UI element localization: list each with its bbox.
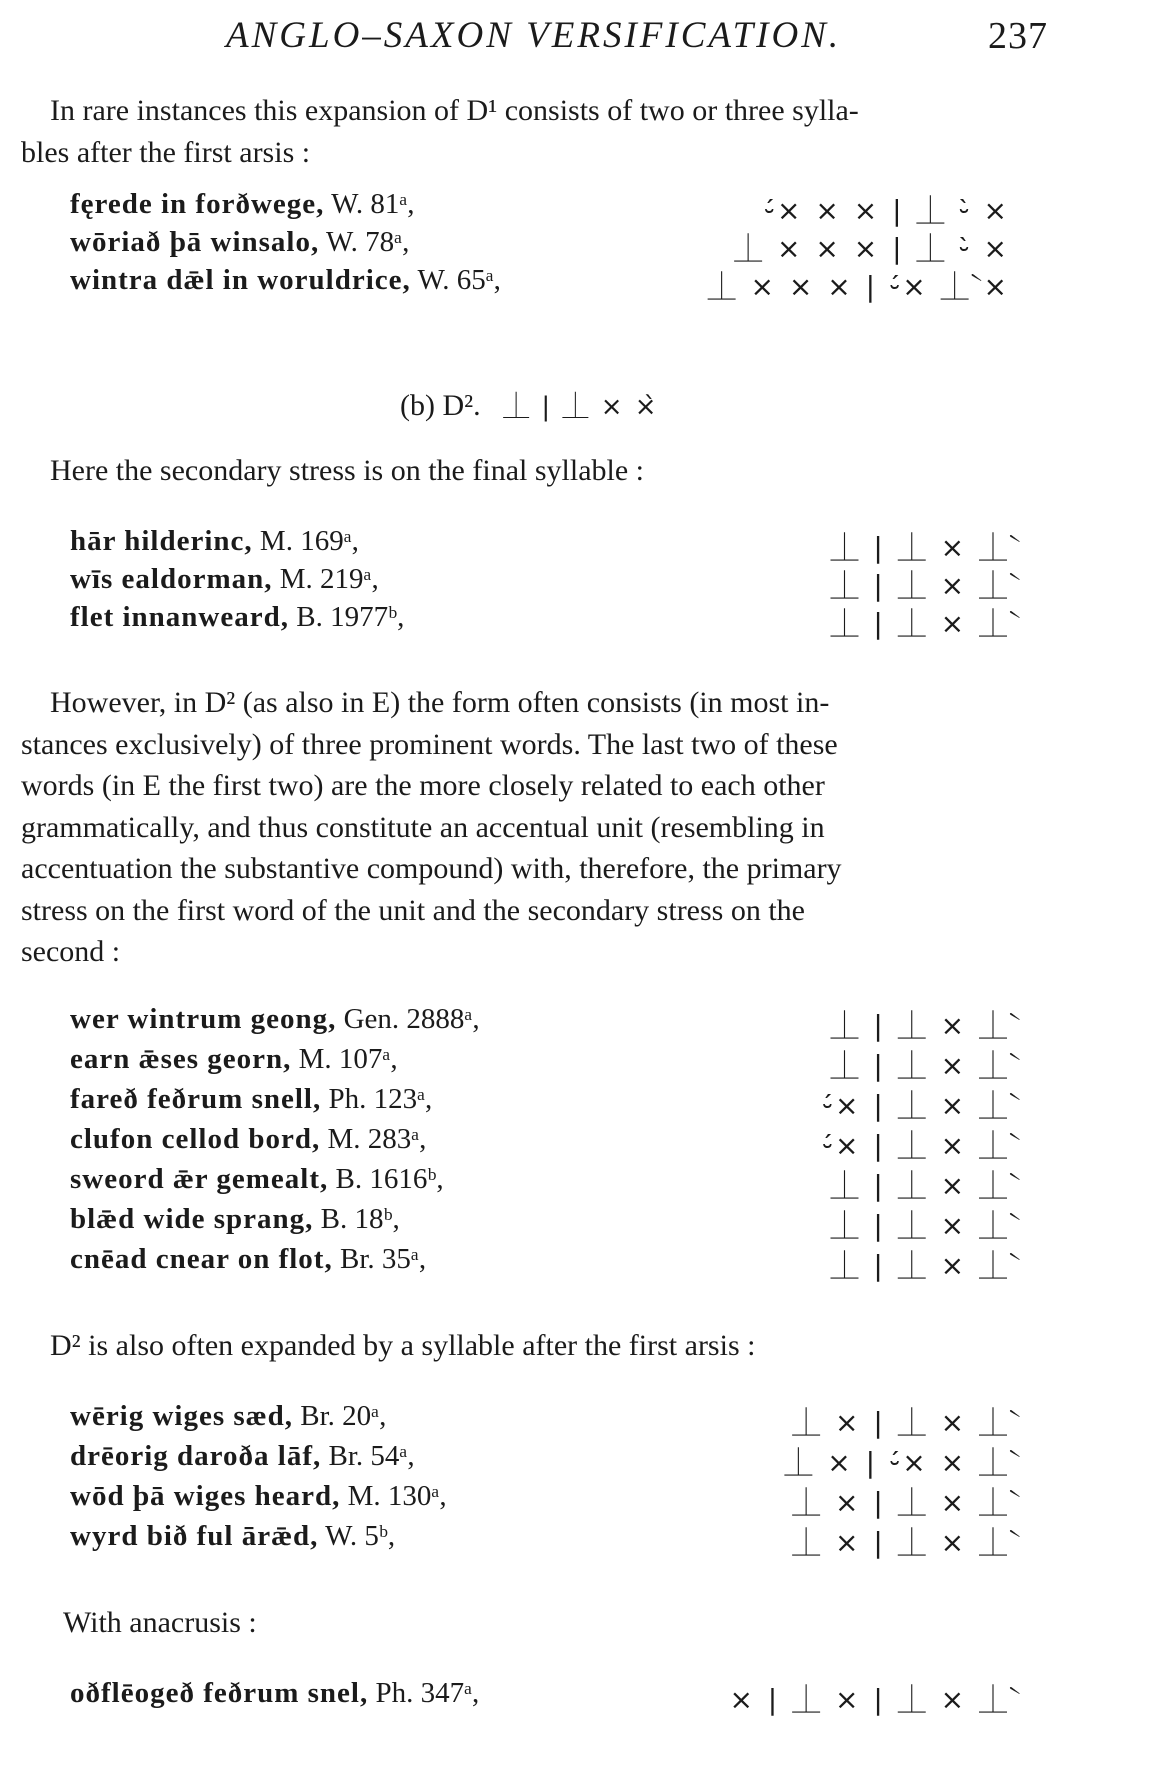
paragraph-line: words (in E the first two) are the more closely related to each other <box>21 769 825 802</box>
example-line: wintra dǣl in woruldrice, W. 65ᵃ, <box>70 264 501 296</box>
meter-notation: ⏑́× | ⏊ × ⏊̀ <box>822 1129 1010 1162</box>
example-line: fęrede in forðwege, W. 81ᵃ, <box>70 188 415 220</box>
meter-notation: ⏊ | ⏊ × ⏊̀ <box>830 1169 1010 1202</box>
meter-notation: ⏊ | ⏊ × ⏊̀ <box>830 1009 1010 1042</box>
meter-notation: ⏊ | ⏊ × ⏊̀ <box>830 1049 1010 1082</box>
meter-notation: ⏊ × × × | ⏑́× ⏊̀ × <box>707 270 1010 303</box>
page-number: 237 <box>988 15 1048 57</box>
meter-notation: ⏊ | ⏊ × ⏊̀ <box>830 569 1010 602</box>
meter-notation: ⏊ × | ⏊ × ⏊̀ <box>792 1406 1010 1439</box>
meter-notation: ⏊ | ⏊ × ⏊̀ <box>830 607 1010 640</box>
example-line: blǣd wide sprang, B. 18ᵇ, <box>70 1203 400 1235</box>
example-line: wyrd bið ful ārǣd, W. 5ᵇ, <box>70 1520 396 1552</box>
meter-notation: ⏑́× | ⏊ × ⏊̀ <box>822 1089 1010 1122</box>
example-line: fareð feðrum snell, Ph. 123ᵃ, <box>70 1083 433 1115</box>
however-paragraph <box>21 682 1066 973</box>
meter-notation: ⏊ × × × | ⏊ ⏑̀ × <box>734 232 1010 265</box>
secondary-stress-intro: Here the secondary stress is on the final syllable : <box>50 454 644 487</box>
meter-notation: ⏑́× × × | ⏊ ⏑̀ × <box>764 194 1010 227</box>
example-line: wōriað þā winsalo, W. 78ᵃ, <box>70 226 410 258</box>
running-header: ANGLO–SAXON VERSIFICATION. <box>226 15 842 56</box>
paragraph-line: grammatically, and thus constitute an accentual unit (resembling in <box>21 810 825 844</box>
example-line: sweord ǣr gemealt, B. 1616ᵇ, <box>70 1163 444 1195</box>
paragraph-line: stress on the first word of the unit and the secondary stress on the <box>21 893 805 927</box>
intro-line-2: bles after the first arsis : <box>21 135 311 169</box>
example-line: cnēad cnear on flot, Br. 35ᵃ, <box>70 1243 427 1275</box>
anacrusis-intro: With anacrusis : <box>63 1606 257 1639</box>
example-line: wer wintrum geong, Gen. 2888ᵃ, <box>70 1003 480 1035</box>
paragraph-line: However, in D² (as also in E) the form often consists (in most in- <box>50 686 830 719</box>
example-line: hār hilderinc, M. 169ᵃ, <box>70 525 359 557</box>
paragraph-line: accentuation the substantive compound) with, therefore, the primary <box>21 852 842 885</box>
example-line: wōd þā wiges heard, M. 130ᵃ, <box>70 1480 447 1512</box>
meter-notation: × | ⏊ × | ⏊ × ⏊̀ <box>729 1683 1010 1716</box>
intro-line-1: In rare instances this expansion of D¹ consists of two or three sylla- <box>50 94 859 127</box>
meter-notation: ⏊ × | ⏊ × ⏊̀ <box>792 1486 1010 1519</box>
example-line: wērig wiges sæd, Br. 20ᵃ, <box>70 1400 387 1432</box>
expanded-intro: D² is also often expanded by a syllable after the first arsis : <box>50 1329 756 1362</box>
meter-notation: ⏊ × | ⏊ × ⏊̀ <box>792 1526 1010 1559</box>
example-line: wīs ealdorman, M. 219ᵃ, <box>70 563 379 595</box>
intro-paragraph <box>21 90 1066 173</box>
paragraph-line: second : <box>21 935 121 968</box>
meter-notation: ⏊ | ⏊ × ⏊̀ <box>830 531 1010 564</box>
paragraph-line: stances exclusively) of three prominent words. The last two of these <box>21 727 838 761</box>
example-line: drēorig daroða lāf, Br. 54ᵃ, <box>70 1440 415 1472</box>
meter-notation: ⏊ | ⏊ × ⏊̀ <box>830 1209 1010 1242</box>
example-line: clufon cellod bord, M. 283ᵃ, <box>70 1123 427 1155</box>
example-line: earn ǣses georn, M. 107ᵃ, <box>70 1043 398 1075</box>
meter-notation: ⏊ × | ⏑́× × ⏊̀ <box>784 1446 1010 1479</box>
section-heading-b: (b) D². ⏊ | ⏊ × ×̀ <box>400 389 659 422</box>
example-line: oðflēogeð feðrum snel, Ph. 347ᵃ, <box>70 1677 480 1709</box>
example-line: flet innanweard, B. 1977ᵇ, <box>70 601 405 633</box>
meter-notation: ⏊ | ⏊ × ⏊̀ <box>830 1249 1010 1282</box>
